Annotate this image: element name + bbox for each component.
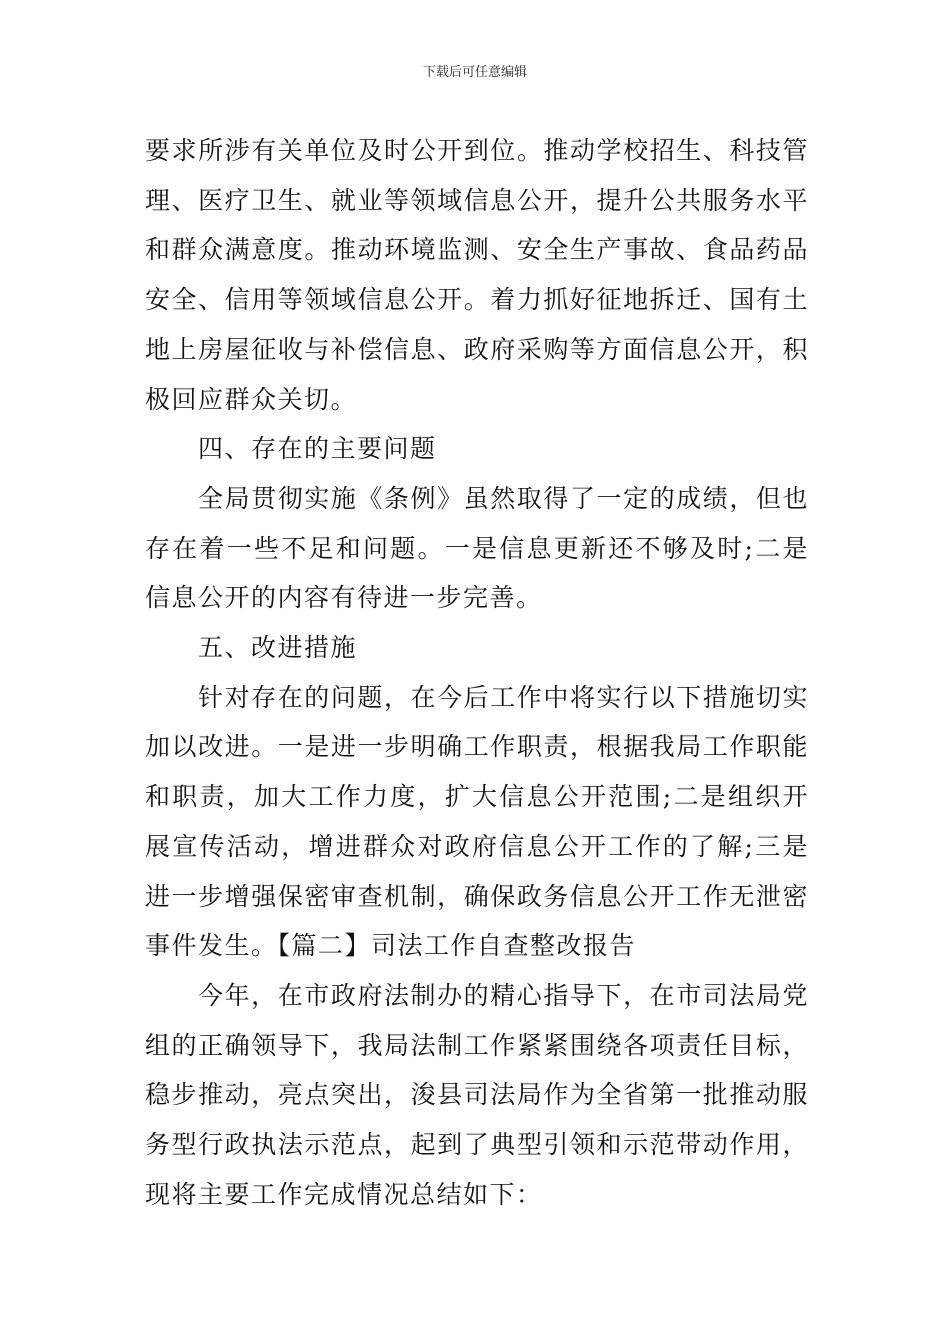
paragraph-judicial-report: 今年，在市政府法制办的精心指导下，在市司法局党组的正确领导下，我局法制工作紧紧围绕各项责任目标，稳步推动，亮点突出，浚县司法局作为全省第一批推动服务型行政执法示范点，起到了典型引领和示范带动作用，现将主要工作完成情况总结如下： <box>145 980 809 1209</box>
section-heading-improvements: 五、改进措施 <box>198 633 358 663</box>
document-body <box>145 126 809 1219</box>
page-header: 下载后可任意编辑 <box>422 65 527 80</box>
paragraph-improvements: 针对存在的问题，在今后工作中将实行以下措施切实加以改进。一是进一步明确工作职责，根据我局工作职能和职责，加大工作力度，扩大信息公开范围;二是组织开展宣传活动，增进群众对政府信息公开工作的了解;三是进一步增强保密审查机制，确保政务信息公开工作无泄密事件发生。【篇二】司法工作自查整改报告 <box>145 682 809 961</box>
section-heading-problems: 四、存在的主要问题 <box>198 434 437 464</box>
paragraph-problems: 全局贯彻实施《条例》虽然取得了一定的成绩，但也存在着一些不足和问题。一是信息更新还不够及时;二是信息公开的内容有待进一步完善。 <box>145 483 809 613</box>
paragraph-continuation: 要求所涉有关单位及时公开到位。推动学校招生、科技管理、医疗卫生、就业等领域信息公开，提升公共服务水平和群众满意度。推动环境监测、安全生产事故、食品药品安全、信用等领域信息公开。着力抓好征地拆迁、国有土地上房屋征收与补偿信息、政府采购等方面信息公开，积极回应群众关切。 <box>145 136 809 414</box>
